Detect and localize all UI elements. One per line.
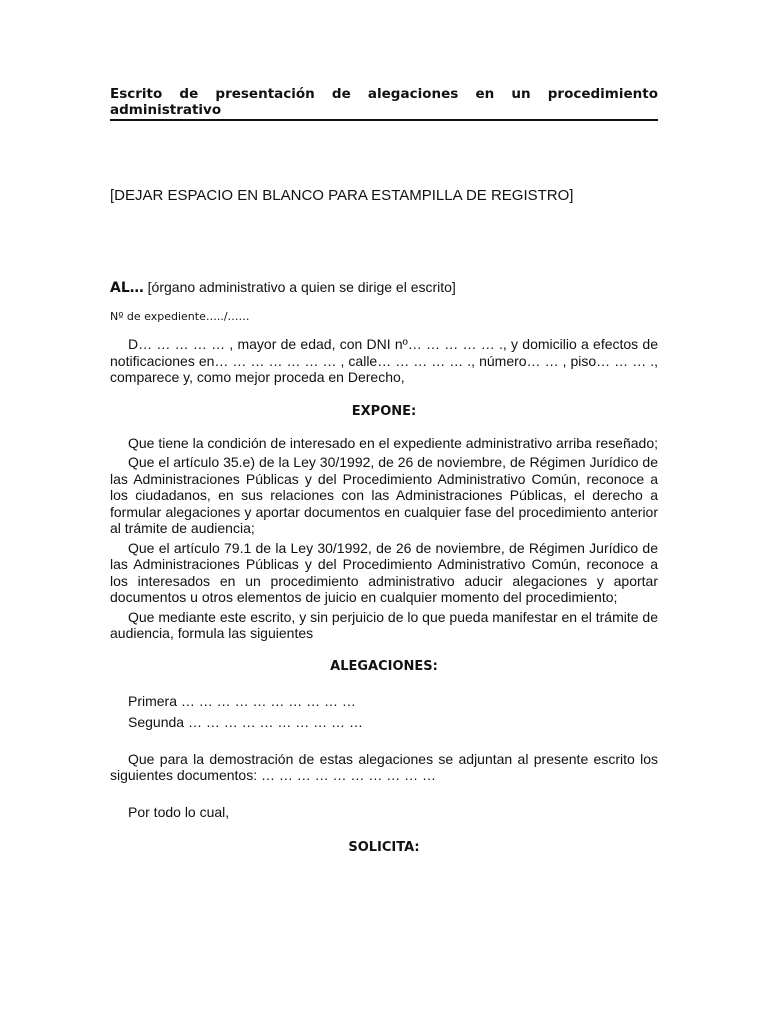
heading-solicita: SOLICITA: — [348, 840, 420, 855]
expone-paragraph: Que el artículo 35.e) de la Ley 30/1992, de 26 de noviembre, de Régimen Jurídico de las Administraciones Públicas y del Procedimiento Administrativo Común, reconoce a los ciudadanos, en sus relaciones con las Administraciones Públicas, el derecho a formular alegaciones y aportar documentos en cualquier fase del procedimiento anterior al trámite de audiencia; — [110, 454, 658, 536]
file-number-line: Nº de expediente…../…… — [110, 310, 250, 323]
alegacion-item: Segunda … … … … … … … … … … — [128, 713, 363, 730]
heading-alegaciones: ALEGACIONES: — [330, 658, 438, 674]
document-title: Escrito de presentación de alegaciones en un procedimiento administrativo — [110, 86, 658, 121]
intro-paragraph: D… … … … … , mayor de edad, con DNI nº… … … … … ., y domicilio a efectos de notificaciones en… … … … … … … , calle… … … … … ., número… … , piso… … … ., comparece y, como mejor proceda en Derecho, — [110, 336, 658, 385]
expone-paragraph: Que mediante este escrito, y sin perjuicio de lo que pueda manifestar en el trámite de audiencia, formula las siguientes — [110, 608, 658, 641]
attachments-paragraph: Que para la demostración de estas alegaciones se adjuntan al presente escrito los siguientes documentos: … … … … … … … … … … — [110, 750, 658, 783]
addressee-text: [órgano administrativo a quien se dirige el escrito] — [143, 279, 456, 295]
alegacion-item: Primera … … … … … … … … … … — [128, 692, 356, 709]
addressee-line — [110, 278, 658, 297]
addressee-lead: AL… — [110, 280, 144, 296]
expone-paragraph: Que tiene la condición de interesado en el expediente administrativo arriba reseñado; — [128, 434, 659, 451]
document-body — [110, 86, 658, 856]
closing-line: Por todo lo cual, — [128, 803, 230, 820]
registry-stamp-note: [DEJAR ESPACIO EN BLANCO PARA ESTAMPILLA DE REGISTRO] — [110, 187, 574, 204]
expone-paragraph: Que el artículo 79.1 de la Ley 30/1992, de 26 de noviembre, de Régimen Jurídico de las Administraciones Públicas y del Procedimiento Administrativo Común, reconoce a los interesados en un procedimiento administrativo aducir alegaciones y aportar documentos u otros elementos de juicio en cualquier momento del procedimiento; — [110, 539, 658, 605]
heading-expone: EXPONE: — [351, 403, 417, 419]
